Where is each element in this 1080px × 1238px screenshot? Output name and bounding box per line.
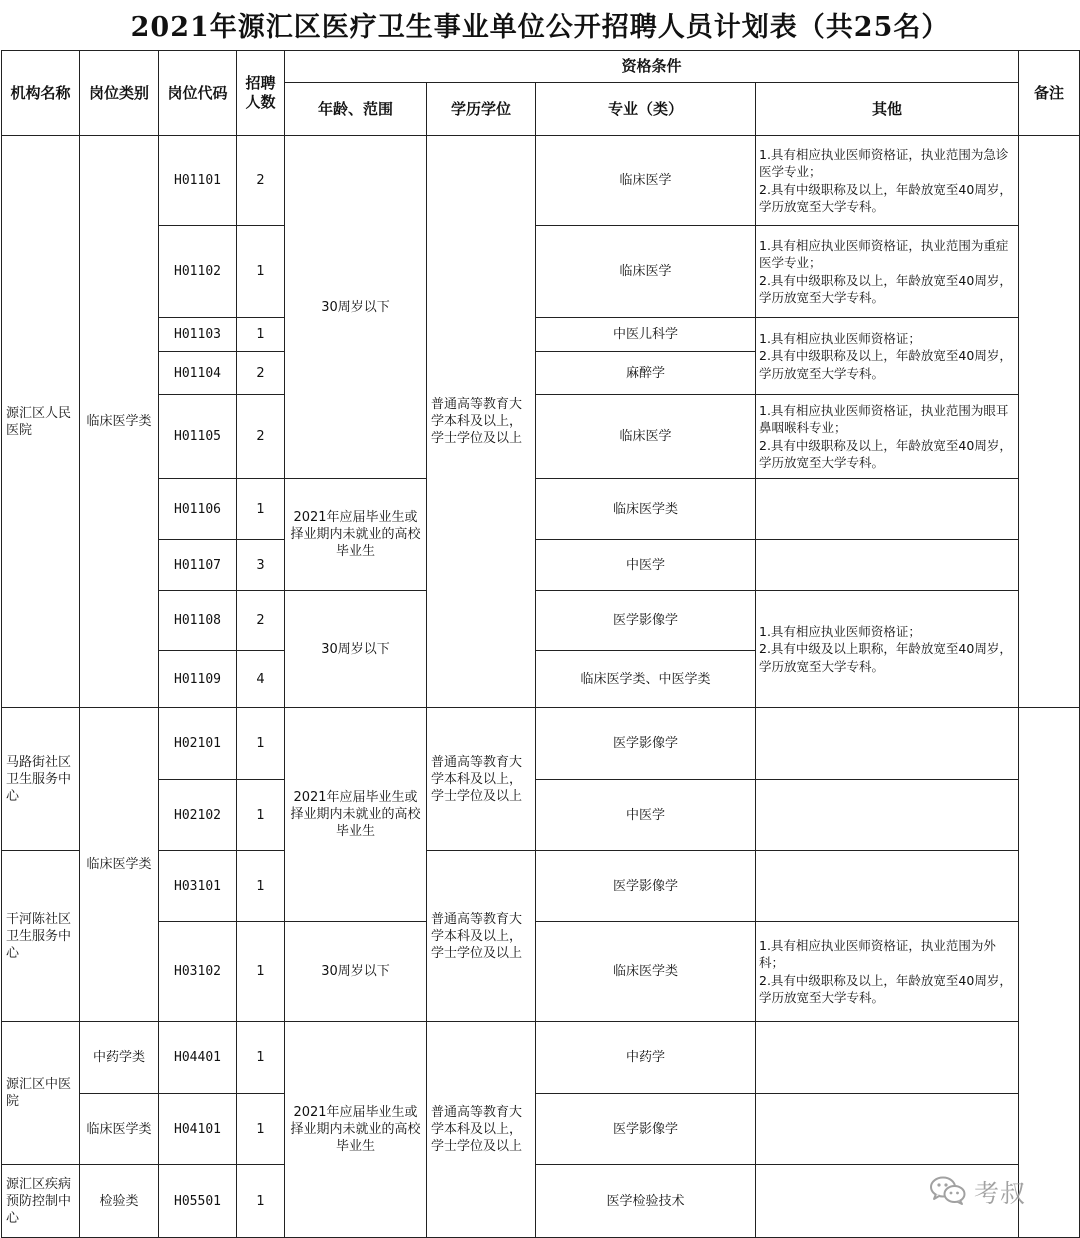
code-cell: H05501 xyxy=(159,1165,237,1238)
category-cell: 临床医学类 xyxy=(80,708,159,1022)
major-cell: 临床医学类 xyxy=(536,479,756,540)
code-cell: H02101 xyxy=(159,708,237,780)
count-cell: 1 xyxy=(237,318,285,352)
table-row xyxy=(2,708,1080,780)
code-cell: H01103 xyxy=(159,318,237,352)
major-cell: 医学影像学 xyxy=(536,851,756,922)
org-cell: 干河陈社区卫生服务中心 xyxy=(2,851,80,1022)
remark-cell xyxy=(1019,136,1080,708)
major-cell: 临床医学 xyxy=(536,136,756,226)
education-cell: 普通高等教育大学本科及以上，学士学位及以上 xyxy=(427,1022,536,1238)
watermark xyxy=(928,1172,1026,1212)
code-cell: H01101 xyxy=(159,136,237,226)
age-cell: 2021年应届毕业生或择业期内未就业的高校毕业生 xyxy=(285,1022,427,1238)
other-cell xyxy=(756,540,1019,591)
count-cell: 2 xyxy=(237,352,285,395)
other-cell xyxy=(756,1022,1019,1094)
header-remark: 备注 xyxy=(1019,51,1080,136)
other-cell xyxy=(756,1094,1019,1165)
header-row xyxy=(2,51,1080,83)
other-cell xyxy=(756,851,1019,922)
age-cell: 30周岁以下 xyxy=(285,136,427,479)
header-major: 专业（类） xyxy=(536,83,756,136)
major-cell: 中医学 xyxy=(536,540,756,591)
major-cell: 中医学 xyxy=(536,780,756,851)
count-cell: 1 xyxy=(237,1165,285,1238)
table-row xyxy=(2,851,1080,922)
code-cell: H01108 xyxy=(159,591,237,651)
wechat-icon xyxy=(928,1174,968,1210)
org-cell: 源汇区中医院 xyxy=(2,1022,80,1165)
code-cell: H01109 xyxy=(159,651,237,708)
other-cell: 1.具有相应执业医师资格证，执业范围为外科； 2.具有中级职称及以上，年龄放宽至40周岁，学历放宽至大学专科。 xyxy=(756,922,1019,1022)
major-cell: 医学检验技术 xyxy=(536,1165,756,1238)
header-education: 学历学位 xyxy=(427,83,536,136)
count-cell: 2 xyxy=(237,591,285,651)
header-age: 年龄、范围 xyxy=(285,83,427,136)
table-row xyxy=(2,1165,1080,1238)
category-cell: 临床医学类 xyxy=(80,136,159,708)
code-cell: H04401 xyxy=(159,1022,237,1094)
major-cell: 医学影像学 xyxy=(536,708,756,780)
table-row xyxy=(2,226,1080,318)
major-cell: 临床医学 xyxy=(536,395,756,479)
major-cell: 临床医学类 xyxy=(536,922,756,1022)
remark-cell xyxy=(1019,708,1080,1238)
age-cell: 2021年应届毕业生或择业期内未就业的高校毕业生 xyxy=(285,708,427,922)
other-cell xyxy=(756,780,1019,851)
code-cell: H01105 xyxy=(159,395,237,479)
major-cell: 临床医学 xyxy=(536,226,756,318)
header-code: 岗位代码 xyxy=(159,51,237,136)
other-cell: 1.具有相应执业医师资格证，执业范围为急诊医学专业； 2.具有中级职称及以上，年龄放宽至40周岁，学历放宽至大学专科。 xyxy=(756,136,1019,226)
other-cell: 1.具有相应执业医师资格证，执业范围为重症医学专业； 2.具有中级职称及以上，年龄放宽至40周岁，学历放宽至大学专科。 xyxy=(756,226,1019,318)
table-row xyxy=(2,395,1080,479)
other-cell xyxy=(756,708,1019,780)
page-title: 2021年源汇区医疗卫生事业单位公开招聘人员计划表（共25名） xyxy=(130,11,950,43)
table-row xyxy=(2,780,1080,851)
table-row xyxy=(2,318,1080,352)
category-cell: 临床医学类 xyxy=(80,1094,159,1165)
count-cell: 3 xyxy=(237,540,285,591)
age-cell: 30周岁以下 xyxy=(285,591,427,708)
major-cell: 中药学 xyxy=(536,1022,756,1094)
header-org: 机构名称 xyxy=(2,51,80,136)
other-cell: 1.具有相应执业医师资格证； 2.具有中级职称及以上，年龄放宽至40周岁，学历放宽至大学专科。 xyxy=(756,318,1019,395)
count-cell: 4 xyxy=(237,651,285,708)
org-cell: 源汇区人民医院 xyxy=(2,136,80,708)
category-cell: 中药学类 xyxy=(80,1022,159,1094)
header-other: 其他 xyxy=(756,83,1019,136)
recruitment-plan-table xyxy=(1,50,1080,1238)
code-cell: H03102 xyxy=(159,922,237,1022)
count-cell: 1 xyxy=(237,226,285,318)
major-cell: 医学影像学 xyxy=(536,1094,756,1165)
count-cell: 1 xyxy=(237,851,285,922)
table-row xyxy=(2,922,1080,1022)
code-cell: H01104 xyxy=(159,352,237,395)
table-row xyxy=(2,136,1080,226)
table-row xyxy=(2,540,1080,591)
count-cell: 2 xyxy=(237,395,285,479)
major-cell: 临床医学类、中医学类 xyxy=(536,651,756,708)
count-cell: 1 xyxy=(237,479,285,540)
count-cell: 1 xyxy=(237,1022,285,1094)
other-cell: 1.具有相应执业医师资格证，执业范围为眼耳鼻咽喉科专业； 2.具有中级职称及以上，年龄放宽至40周岁，学历放宽至大学专科。 xyxy=(756,395,1019,479)
code-cell: H03101 xyxy=(159,851,237,922)
other-cell xyxy=(756,479,1019,540)
major-cell: 医学影像学 xyxy=(536,591,756,651)
major-cell: 中医儿科学 xyxy=(536,318,756,352)
org-cell: 源汇区疾病预防控制中心 xyxy=(2,1165,80,1238)
age-cell: 30周岁以下 xyxy=(285,922,427,1022)
header-qualifications: 资格条件 xyxy=(285,51,1019,83)
table-row xyxy=(2,591,1080,651)
table-row xyxy=(2,1022,1080,1094)
code-cell: H02102 xyxy=(159,780,237,851)
header-category: 岗位类别 xyxy=(80,51,159,136)
education-cell: 普通高等教育大学本科及以上，学士学位及以上 xyxy=(427,851,536,1022)
category-cell: 检验类 xyxy=(80,1165,159,1238)
count-cell: 1 xyxy=(237,780,285,851)
major-cell: 麻醉学 xyxy=(536,352,756,395)
code-cell: H01107 xyxy=(159,540,237,591)
count-cell: 1 xyxy=(237,708,285,780)
code-cell: H04101 xyxy=(159,1094,237,1165)
count-cell: 2 xyxy=(237,136,285,226)
count-cell: 1 xyxy=(237,1094,285,1165)
header-count: 招聘人数 xyxy=(237,51,285,136)
other-cell: 1.具有相应执业医师资格证； 2.具有中级及以上职称，年龄放宽至40周岁，学历放宽至大学专科。 xyxy=(756,591,1019,708)
code-cell: H01102 xyxy=(159,226,237,318)
watermark-text: 考叔 xyxy=(974,1179,1027,1208)
education-cell: 普通高等教育大学本科及以上，学士学位及以上 xyxy=(427,136,536,708)
table-row xyxy=(2,479,1080,540)
org-cell: 马路街社区卫生服务中心 xyxy=(2,708,80,851)
table-row xyxy=(2,1094,1080,1165)
age-cell: 2021年应届毕业生或择业期内未就业的高校毕业生 xyxy=(285,479,427,591)
code-cell: H01106 xyxy=(159,479,237,540)
education-cell: 普通高等教育大学本科及以上，学士学位及以上 xyxy=(427,708,536,851)
count-cell: 1 xyxy=(237,922,285,1022)
